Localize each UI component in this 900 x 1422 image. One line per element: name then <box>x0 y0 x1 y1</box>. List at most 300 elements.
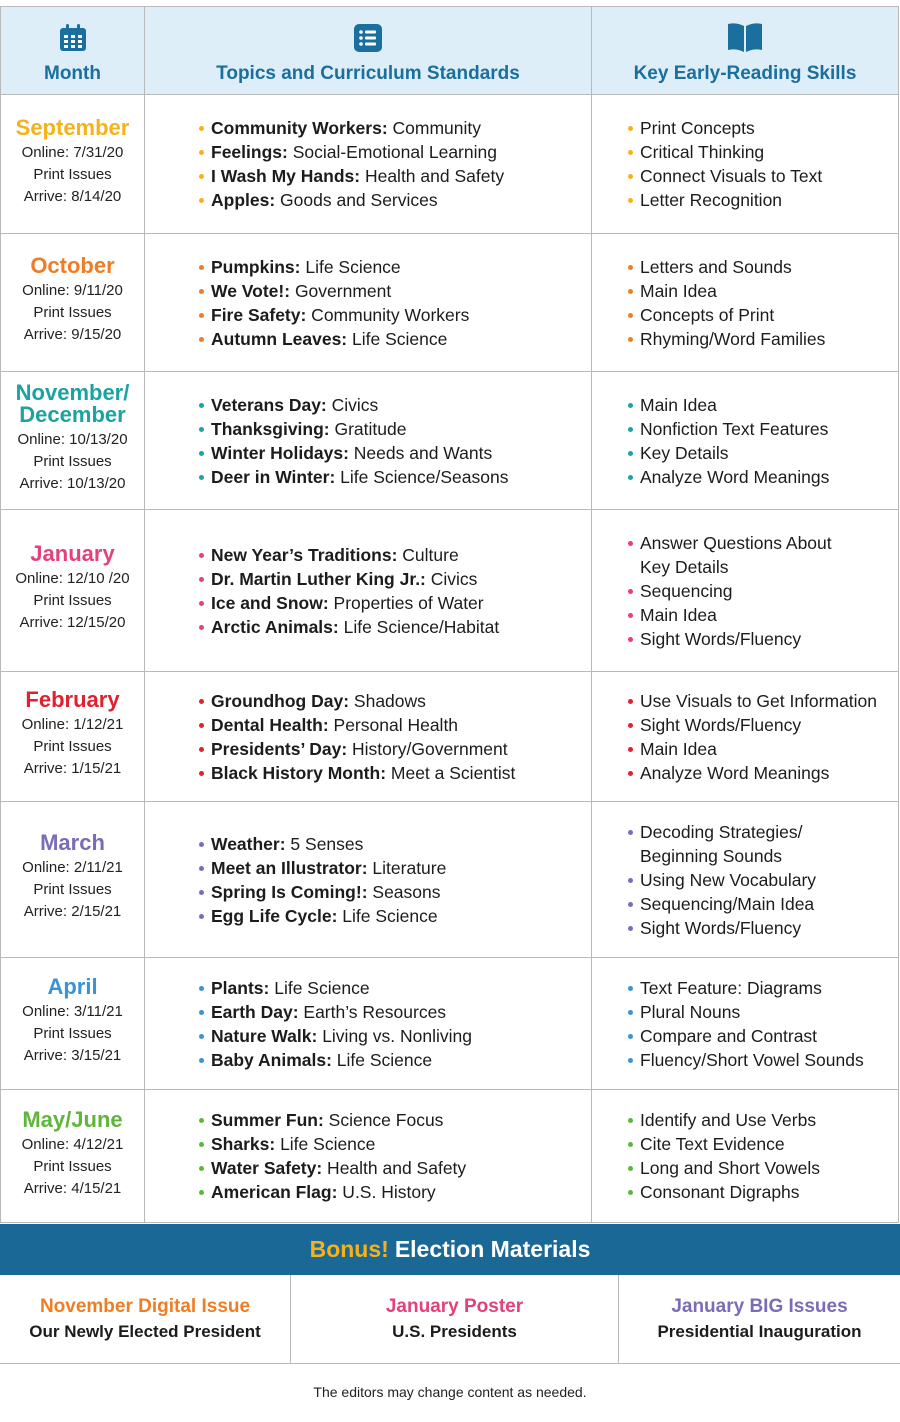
topic-title: Arctic Animals: <box>211 616 339 637</box>
month-cell <box>1 958 145 1089</box>
bullet-icon <box>628 313 633 318</box>
bullet-icon <box>199 601 204 606</box>
topic-item <box>199 441 591 465</box>
topic-item <box>199 1156 591 1180</box>
topic-standard: Literature <box>367 857 447 878</box>
topic-title: Thanksgiving: <box>211 418 330 439</box>
issue-date: Online: 4/12/21 <box>21 1135 124 1153</box>
table-row <box>0 510 899 672</box>
topic-title: Dr. Martin Luther King Jr.: <box>211 568 426 589</box>
topic-title: Earth Day: <box>211 1001 299 1022</box>
skills-cell <box>592 95 898 233</box>
bullet-icon <box>628 723 633 728</box>
topics-cell <box>145 510 592 671</box>
topic-item <box>199 393 591 417</box>
topic-standard: Earth’s Resources <box>298 1001 447 1022</box>
skills-cell <box>592 672 898 801</box>
bullet-icon <box>628 265 633 270</box>
topic-item <box>199 1132 591 1156</box>
skills-cell <box>592 510 898 671</box>
skill-text: Sequencing/Main Idea <box>640 893 815 914</box>
topic-title: Autumn Leaves: <box>211 328 348 349</box>
bonus-item-title: November Digital Issue <box>39 1296 251 1317</box>
month-cell <box>1 372 145 509</box>
bullet-icon <box>199 289 204 294</box>
skill-item <box>628 1024 898 1048</box>
bullet-icon <box>628 289 633 294</box>
skill-item <box>628 1000 898 1024</box>
topic-standard: Life Science <box>275 1134 376 1154</box>
skills-cell <box>592 1090 898 1222</box>
bullet-icon <box>199 747 204 752</box>
skill-text: Concepts of Print <box>640 304 775 325</box>
bonus-item-title: January Poster <box>385 1296 524 1317</box>
topic-title: We Vote!: <box>211 280 291 301</box>
topic-title: Nature Walk: <box>211 1025 318 1046</box>
issue-date: Arrive: 12/15/20 <box>19 614 126 631</box>
skill-text: Main Idea <box>640 280 717 301</box>
bullet-icon <box>628 926 633 931</box>
topic-title: Veterans Day: <box>211 394 327 415</box>
topic-title: Sharks: <box>211 1134 276 1154</box>
topics-header <box>145 7 592 94</box>
topic-standard: Gratitude <box>329 418 407 439</box>
bonus-highlight: Bonus! <box>309 1236 389 1262</box>
topic-title: Deer in Winter: <box>211 466 336 487</box>
topic-item <box>199 689 591 713</box>
skill-text: Using New Vocabulary <box>640 869 817 890</box>
topics-cell <box>145 1090 592 1222</box>
skill-item <box>628 140 898 164</box>
topic-item <box>199 976 591 1000</box>
topic-standard: 5 Senses <box>285 833 364 854</box>
bonus-item-title: January BIG Issues <box>671 1296 848 1317</box>
topic-standard: Properties of Water <box>328 592 484 613</box>
issue-date: Print Issues <box>33 165 112 183</box>
bonus-item <box>291 1275 619 1363</box>
topic-standard: History/Government <box>347 738 508 759</box>
topic-title: Water Safety: <box>211 1158 323 1178</box>
skill-text: Answer Questions About <box>640 532 832 553</box>
bullet-icon <box>628 699 633 704</box>
month-name: January <box>30 541 115 566</box>
issue-date: Print Issues <box>33 1157 112 1175</box>
bullet-icon <box>199 625 204 630</box>
skill-text: Identify and Use Verbs <box>640 1110 817 1130</box>
skill-item <box>628 892 898 916</box>
topic-standard: Life Science <box>347 328 448 349</box>
skill-text: Main Idea <box>640 394 717 415</box>
skill-item <box>628 465 898 489</box>
bullet-icon <box>199 198 204 203</box>
skill-text: Text Feature: Diagrams <box>640 977 822 998</box>
skill-item <box>628 761 898 785</box>
topic-item <box>199 737 591 761</box>
skill-text: Compare and Contrast <box>640 1025 818 1046</box>
topic-standard: Living vs. Nonliving <box>317 1025 472 1046</box>
topic-standard: Community <box>387 118 482 138</box>
bullet-icon <box>199 1058 204 1063</box>
skill-item <box>628 327 898 351</box>
topic-standard: Life Science <box>300 256 401 277</box>
issue-date: Online: 3/11/21 <box>22 1003 123 1020</box>
topic-item <box>199 543 591 567</box>
topic-title: Ice and Snow: <box>211 592 329 613</box>
topic-standard: Health and Safety <box>360 166 505 186</box>
topic-title: I Wash My Hands: <box>211 166 361 186</box>
skill-text: Use Visuals to Get Information <box>640 690 878 711</box>
bonus-item <box>0 1275 291 1363</box>
topic-item <box>199 832 591 856</box>
skill-text: Letters and Sounds <box>640 256 792 277</box>
issue-date: Arrive: 10/13/20 <box>19 475 126 492</box>
bullet-icon <box>199 1034 204 1039</box>
bullet-icon <box>628 1142 633 1147</box>
skills-cell <box>592 234 898 371</box>
issue-date: Arrive: 1/15/21 <box>23 760 122 777</box>
topic-standard: Life Science <box>337 905 438 926</box>
bullet-icon <box>628 427 633 432</box>
topic-item <box>199 761 591 785</box>
topic-standard: Community Workers <box>306 304 470 325</box>
month-name: November/ <box>15 380 130 405</box>
bonus-title: Election Materials <box>394 1236 591 1262</box>
bullet-icon <box>199 174 204 179</box>
topic-title: Community Workers: <box>211 118 388 138</box>
topic-title: Feelings: <box>211 142 288 162</box>
bullet-icon <box>199 866 204 871</box>
issue-date: Arrive: 3/15/21 <box>23 1047 122 1064</box>
topic-title: Plants: <box>211 977 270 998</box>
issue-date: Print Issues <box>33 738 112 755</box>
skill-item <box>628 1180 898 1204</box>
topic-item <box>199 713 591 737</box>
bullet-icon <box>199 1142 204 1147</box>
bullet-icon <box>628 174 633 179</box>
topic-standard: Health and Safety <box>322 1158 467 1178</box>
skill-text: Long and Short Vowels <box>640 1158 820 1178</box>
bullet-icon <box>628 878 633 883</box>
topic-item <box>199 1048 591 1072</box>
bullet-icon <box>628 451 633 456</box>
topic-standard: Meet a Scientist <box>386 762 516 783</box>
skill-item <box>628 820 898 868</box>
bonus-items <box>0 1275 900 1364</box>
topic-standard: Civics <box>425 568 478 589</box>
issue-date: Online: 2/11/21 <box>22 859 123 876</box>
topic-standard: U.S. History <box>337 1182 436 1202</box>
topic-item <box>199 880 591 904</box>
topic-item <box>199 904 591 928</box>
skill-item <box>628 1108 898 1132</box>
bullet-icon <box>628 541 633 546</box>
bullet-icon <box>628 902 633 907</box>
skill-text: Sight Words/Fluency <box>640 628 802 649</box>
topic-standard: Needs and Wants <box>348 442 493 463</box>
issue-date: Online: 7/31/20 <box>21 143 124 161</box>
skill-text: Consonant Digraphs <box>640 1182 800 1202</box>
skill-item <box>628 1132 898 1156</box>
bullet-icon <box>628 337 633 342</box>
table-row <box>0 672 899 802</box>
issue-date: Arrive: 4/15/21 <box>23 1179 122 1197</box>
topic-title: Weather: <box>211 833 286 854</box>
topic-title: Fire Safety: <box>211 304 307 325</box>
table-row <box>0 1090 899 1223</box>
bullet-icon <box>628 1118 633 1123</box>
month-header <box>1 7 145 94</box>
topics-cell <box>145 372 592 509</box>
topic-standard: Government <box>290 280 392 301</box>
issue-date: Print Issues <box>33 304 112 321</box>
bullet-icon <box>628 126 633 131</box>
table-body <box>0 95 899 1223</box>
footer-note: The editors may change content as needed. <box>313 1384 587 1400</box>
topic-item <box>199 856 591 880</box>
month-cell <box>1 672 145 801</box>
topic-item <box>199 1108 591 1132</box>
skill-item <box>628 255 898 279</box>
skill-item <box>628 737 898 761</box>
skill-text: Main Idea <box>640 738 717 759</box>
bullet-icon <box>628 1034 633 1039</box>
topic-standard: Culture <box>397 544 459 565</box>
issue-date: Print Issues <box>33 592 112 609</box>
skills-cell <box>592 802 898 957</box>
month-name: February <box>25 687 120 712</box>
bullet-icon <box>199 1166 204 1171</box>
skill-text: Fluency/Short Vowel Sounds <box>640 1049 864 1070</box>
bullet-icon <box>199 553 204 558</box>
skill-text: Letter Recognition <box>640 190 783 210</box>
skill-text: Main Idea <box>640 604 717 625</box>
skill-item <box>628 279 898 303</box>
curriculum-table <box>0 6 899 1223</box>
table-row <box>0 958 899 1090</box>
skill-item <box>628 164 898 188</box>
topic-item <box>199 465 591 489</box>
bonus-banner <box>0 1224 900 1275</box>
skill-item <box>628 441 898 465</box>
list-icon <box>353 23 383 53</box>
skill-text: Critical Thinking <box>640 142 765 162</box>
bullet-icon <box>628 589 633 594</box>
month-name: September <box>15 114 130 140</box>
issue-date: Print Issues <box>33 453 112 470</box>
topic-title: New Year’s Traditions: <box>211 544 398 565</box>
topic-standard: Life Science/Seasons <box>335 466 509 487</box>
skill-text: Rhyming/Word Families <box>640 328 826 349</box>
topic-title: Summer Fun: <box>211 1110 324 1130</box>
bullet-icon <box>628 747 633 752</box>
month-cell <box>1 234 145 371</box>
topic-standard: Life Science/Habitat <box>338 616 500 637</box>
issue-date: Online: 12/10 /20 <box>15 570 130 587</box>
bullet-icon <box>628 613 633 618</box>
month-name: October <box>30 253 115 278</box>
skill-item <box>628 531 898 579</box>
skill-text-continued: Beginning Sounds <box>640 845 783 866</box>
topic-standard: Social-Emotional Learning <box>287 142 497 162</box>
bullet-icon <box>628 475 633 480</box>
skill-text: Print Concepts <box>640 118 755 138</box>
topics-header-label: Topics and Curriculum Standards <box>216 63 520 84</box>
skill-text: Decoding Strategies/ <box>640 821 803 842</box>
topic-item <box>199 327 591 351</box>
bullet-icon <box>628 771 633 776</box>
topic-title: Black History Month: <box>211 762 387 783</box>
topic-standard: Goods and Services <box>275 190 438 210</box>
skill-item <box>628 976 898 1000</box>
bullet-icon <box>199 914 204 919</box>
topics-cell <box>145 95 592 233</box>
skill-text: Key Details <box>640 442 729 463</box>
topic-standard: Shadows <box>349 690 426 711</box>
bullet-icon <box>199 1010 204 1015</box>
skill-text: Analyze Word Meanings <box>640 466 830 487</box>
bullet-icon <box>628 1166 633 1171</box>
issue-date: Online: 1/12/21 <box>21 716 124 733</box>
topic-item <box>199 1180 591 1204</box>
table-row <box>0 372 899 510</box>
skill-text: Cite Text Evidence <box>640 1134 785 1154</box>
skill-item <box>628 1048 898 1072</box>
topic-title: Groundhog Day: <box>211 690 350 711</box>
bullet-icon <box>199 842 204 847</box>
topic-item <box>199 140 591 164</box>
bonus-item <box>619 1275 900 1363</box>
topic-title: Pumpkins: <box>211 256 301 277</box>
table-row <box>0 802 899 958</box>
bullet-icon <box>199 1118 204 1123</box>
topic-standard: Life Science <box>331 1049 433 1070</box>
month-name: December <box>19 402 126 427</box>
skill-item <box>628 303 898 327</box>
bonus-item-subtitle: Presidential Inauguration <box>657 1322 862 1341</box>
bullet-icon <box>628 198 633 203</box>
skills-cell <box>592 372 898 509</box>
skill-item <box>628 689 898 713</box>
topic-item <box>199 567 591 591</box>
topic-title: Dental Health: <box>211 714 329 735</box>
skill-item <box>628 188 898 212</box>
skill-text: Sequencing <box>640 580 733 601</box>
topic-standard: Science Focus <box>323 1110 444 1130</box>
issue-date: Arrive: 8/14/20 <box>23 187 122 205</box>
topic-title: Winter Holidays: <box>211 442 349 463</box>
bullet-icon <box>199 265 204 270</box>
issue-date: Online: 9/11/20 <box>22 282 123 299</box>
skill-item <box>628 116 898 140</box>
issue-date: Print Issues <box>33 881 112 898</box>
skill-item <box>628 603 898 627</box>
topic-item <box>199 164 591 188</box>
bullet-icon <box>199 403 204 408</box>
skills-header-label: Key Early-Reading Skills <box>633 63 857 84</box>
month-name: May/June <box>22 1106 123 1132</box>
topic-title: Meet an Illustrator: <box>211 857 368 878</box>
skill-text: Sight Words/Fluency <box>640 917 802 938</box>
bullet-icon <box>199 890 204 895</box>
bullet-icon <box>199 313 204 318</box>
skill-text-continued: Key Details <box>640 556 729 577</box>
topic-standard: Life Science <box>269 977 370 998</box>
skill-item <box>628 1156 898 1180</box>
month-cell <box>1 802 145 957</box>
topic-title: Presidents’ Day: <box>211 738 348 759</box>
bullet-icon <box>628 1190 633 1195</box>
bullet-icon <box>628 403 633 408</box>
bullet-icon <box>199 986 204 991</box>
skill-text: Connect Visuals to Text <box>640 166 823 186</box>
topic-item <box>199 1024 591 1048</box>
bullet-icon <box>199 577 204 582</box>
topic-item <box>199 615 591 639</box>
bullet-icon <box>199 723 204 728</box>
issue-date: Arrive: 2/15/21 <box>23 903 122 920</box>
bullet-icon <box>199 699 204 704</box>
topics-cell <box>145 672 592 801</box>
month-cell <box>1 1090 145 1222</box>
skill-item <box>628 713 898 737</box>
month-cell <box>1 95 145 233</box>
topics-cell <box>145 802 592 957</box>
bonus-item-subtitle: U.S. Presidents <box>392 1322 517 1341</box>
skill-text: Analyze Word Meanings <box>640 762 830 783</box>
table-row <box>0 234 899 372</box>
topic-standard: Civics <box>326 394 379 415</box>
bullet-icon <box>628 830 633 835</box>
topic-item <box>199 591 591 615</box>
topic-item <box>199 303 591 327</box>
bullet-icon <box>628 150 633 155</box>
topic-item <box>199 279 591 303</box>
topic-standard: Personal Health <box>328 714 459 735</box>
bullet-icon <box>199 475 204 480</box>
bullet-icon <box>199 427 204 432</box>
topics-cell <box>145 958 592 1089</box>
bullet-icon <box>628 637 633 642</box>
bonus-item-subtitle: Our Newly Elected President <box>29 1322 261 1341</box>
topic-title: Egg Life Cycle: <box>211 905 338 926</box>
bullet-icon <box>199 771 204 776</box>
bullet-icon <box>199 1190 204 1195</box>
month-name: March <box>40 830 105 855</box>
skill-item <box>628 417 898 441</box>
topic-title: Spring Is Coming!: <box>211 881 368 902</box>
skill-item <box>628 868 898 892</box>
skill-text: Plural Nouns <box>640 1001 741 1022</box>
topic-title: American Flag: <box>211 1182 338 1202</box>
bullet-icon <box>628 986 633 991</box>
bullet-icon <box>199 451 204 456</box>
month-header-label: Month <box>44 63 101 84</box>
table-header <box>0 6 899 95</box>
issue-date: Print Issues <box>33 1025 112 1042</box>
skill-text: Sight Words/Fluency <box>640 714 802 735</box>
skills-header <box>592 7 898 94</box>
topic-item <box>199 188 591 212</box>
bullet-icon <box>199 337 204 342</box>
book-icon <box>726 21 764 53</box>
skill-item <box>628 579 898 603</box>
topic-item <box>199 116 591 140</box>
topic-item <box>199 417 591 441</box>
topics-cell <box>145 234 592 371</box>
bullet-icon <box>199 126 204 131</box>
month-name: April <box>47 974 98 999</box>
topic-item <box>199 1000 591 1024</box>
